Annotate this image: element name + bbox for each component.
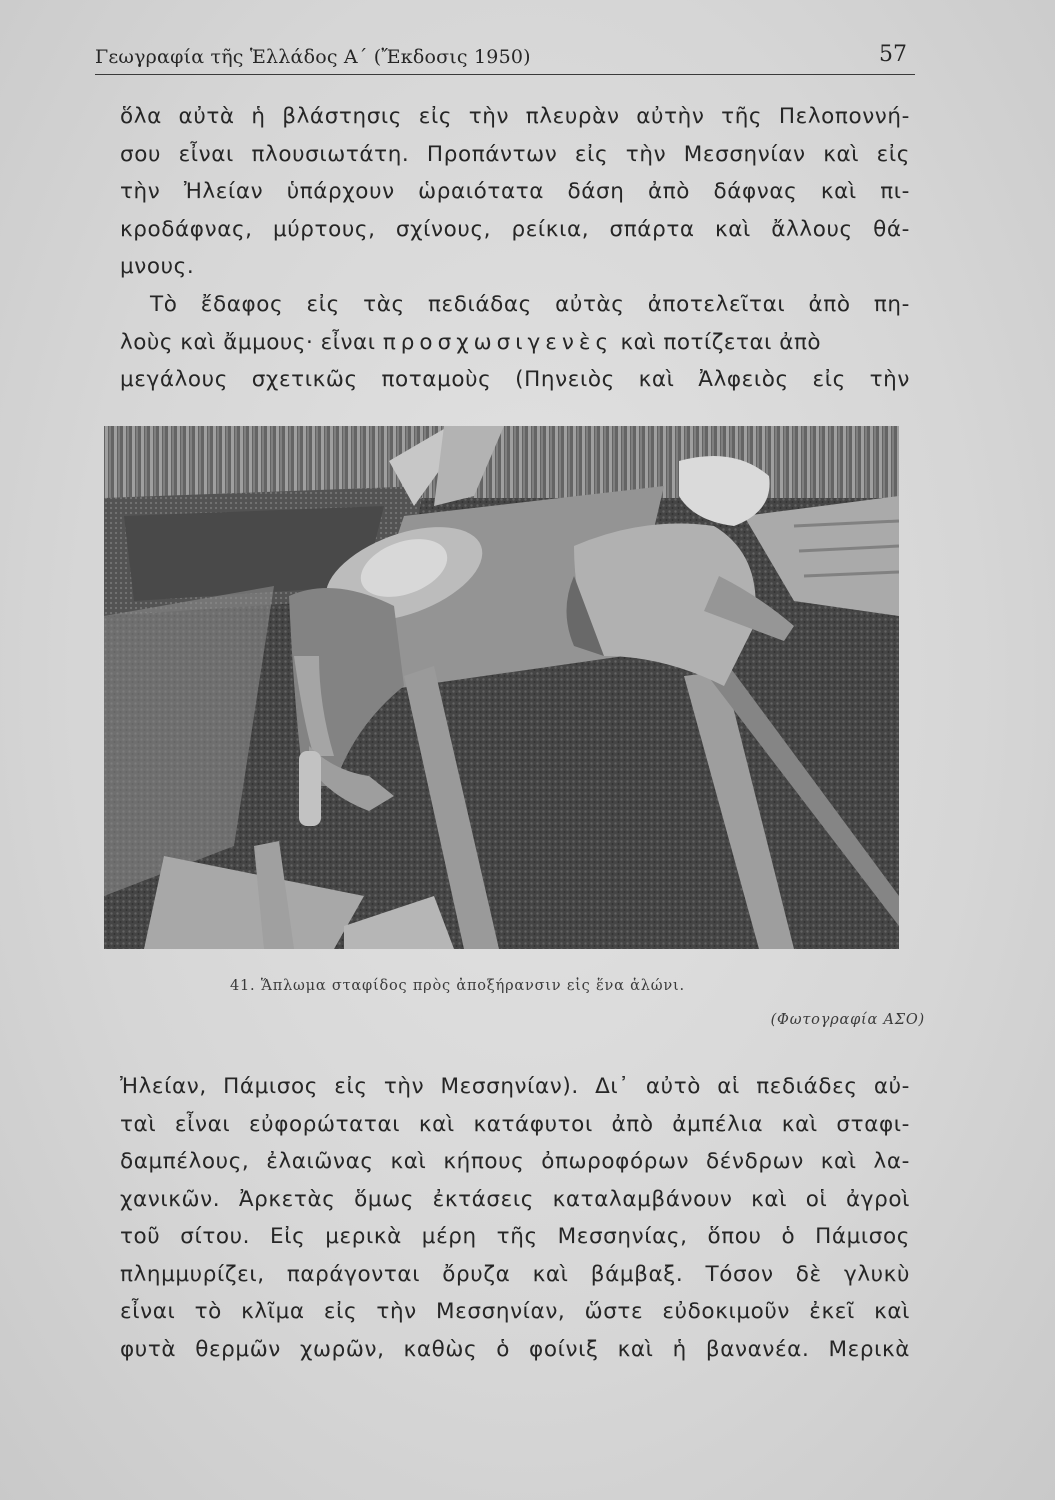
text-line: τοῦ σίτου. Εἰς μερικὰ μέρη τῆς Μεσσηνίας, ὅπου ὁ Πάμισος (120, 1224, 910, 1249)
text-line: τὴν Ἠλείαν ὑπάρχουν ὡραιότατα δάση ἀπὸ δάφνας καὶ πι- (120, 179, 910, 204)
text-line: Τὸ ἔδαφος εἰς τὰς πεδιάδας αὐτὰς ἀποτελεῖται ἀπὸ πη- (150, 292, 910, 317)
running-header (95, 40, 915, 75)
text-line: χανικῶν. Ἀρκετὰς ὅμως ἐκτάσεις καταλαμβάνουν καὶ οἱ ἀγροὶ (120, 1186, 910, 1212)
text-line: φυτὰ θερμῶν χωρῶν, καθὼς ὁ φοίνιξ καὶ ἡ βανανέα. Μερικὰ (120, 1336, 910, 1362)
paragraph-soil (120, 286, 910, 399)
paragraph-fertility (120, 1068, 910, 1368)
emphasized-term: προσχωσιγενὲς (382, 329, 614, 355)
text-line: εἶναι τὸ κλῖμα εἰς τὴν Μεσσηνίαν, ὥστε εὐδοκιμοῦν ἐκεῖ καὶ (120, 1299, 910, 1324)
text-line: κροδάφνας, μύρτους, σχίνους, ρείκια, σπάρτα καὶ ἄλλους θά- (120, 216, 910, 242)
text-line: μεγάλους σχετικῶς ποταμοὺς (Πηνειὸς καὶ Ἀλφειὸς εἰς τὴν (120, 367, 910, 392)
figure-caption: 41. Ἅπλωμα σταφίδος πρὸς ἀποξήρανσιν εἰς ἕνα ἁλώνι. (230, 978, 685, 994)
text-line: δαμπέλους, ἐλαιῶνας καὶ κήπους ὀπωροφόρων δένδρων καὶ λα- (120, 1149, 910, 1174)
text-line: πλημμυρίζει, παράγονται ὄρυζα καὶ βάμβαξ. Τόσον δὲ γλυκὺ (120, 1261, 910, 1287)
text-line: ταὶ εἶναι εὐφορώταται καὶ κατάφυτοι ἀπὸ ἀμπέλια καὶ σταφι- (120, 1111, 910, 1137)
paragraph-vegetation (120, 98, 910, 286)
text-line: μνους. (120, 254, 195, 279)
text-segment: λοὺς καὶ ἄμμους· εἶναι (120, 329, 383, 355)
text-line: σου εἶναι πλουσιωτάτη. Προπάντων εἰς τὴν Μεσσηνίαν καὶ εἰς (120, 141, 910, 167)
text-line: ὅλα αὐτὰ ἡ βλάστησις εἰς τὴν πλευρὰν αὐτὴν τῆς Πελοποννή- (120, 104, 910, 129)
photo-raisin-drying (104, 426, 899, 949)
text-line (120, 324, 910, 362)
page-number: 57 (879, 42, 907, 67)
figure-photo (104, 426, 899, 949)
running-title: Γεωγραφία τῆς Ἑλλάδος Α΄ (Ἔκδοσις 1950) (95, 46, 531, 68)
text-segment: καὶ ποτίζεται ἀπὸ (613, 329, 822, 355)
photo-credit: (Φωτογραφία ΑΣΟ) (770, 1012, 925, 1028)
text-line: Ἠλείαν, Πάμισος εἰς τὴν Μεσσηνίαν). Δι᾽ αὐτὸ αἱ πεδιάδες αὐ- (120, 1074, 910, 1099)
